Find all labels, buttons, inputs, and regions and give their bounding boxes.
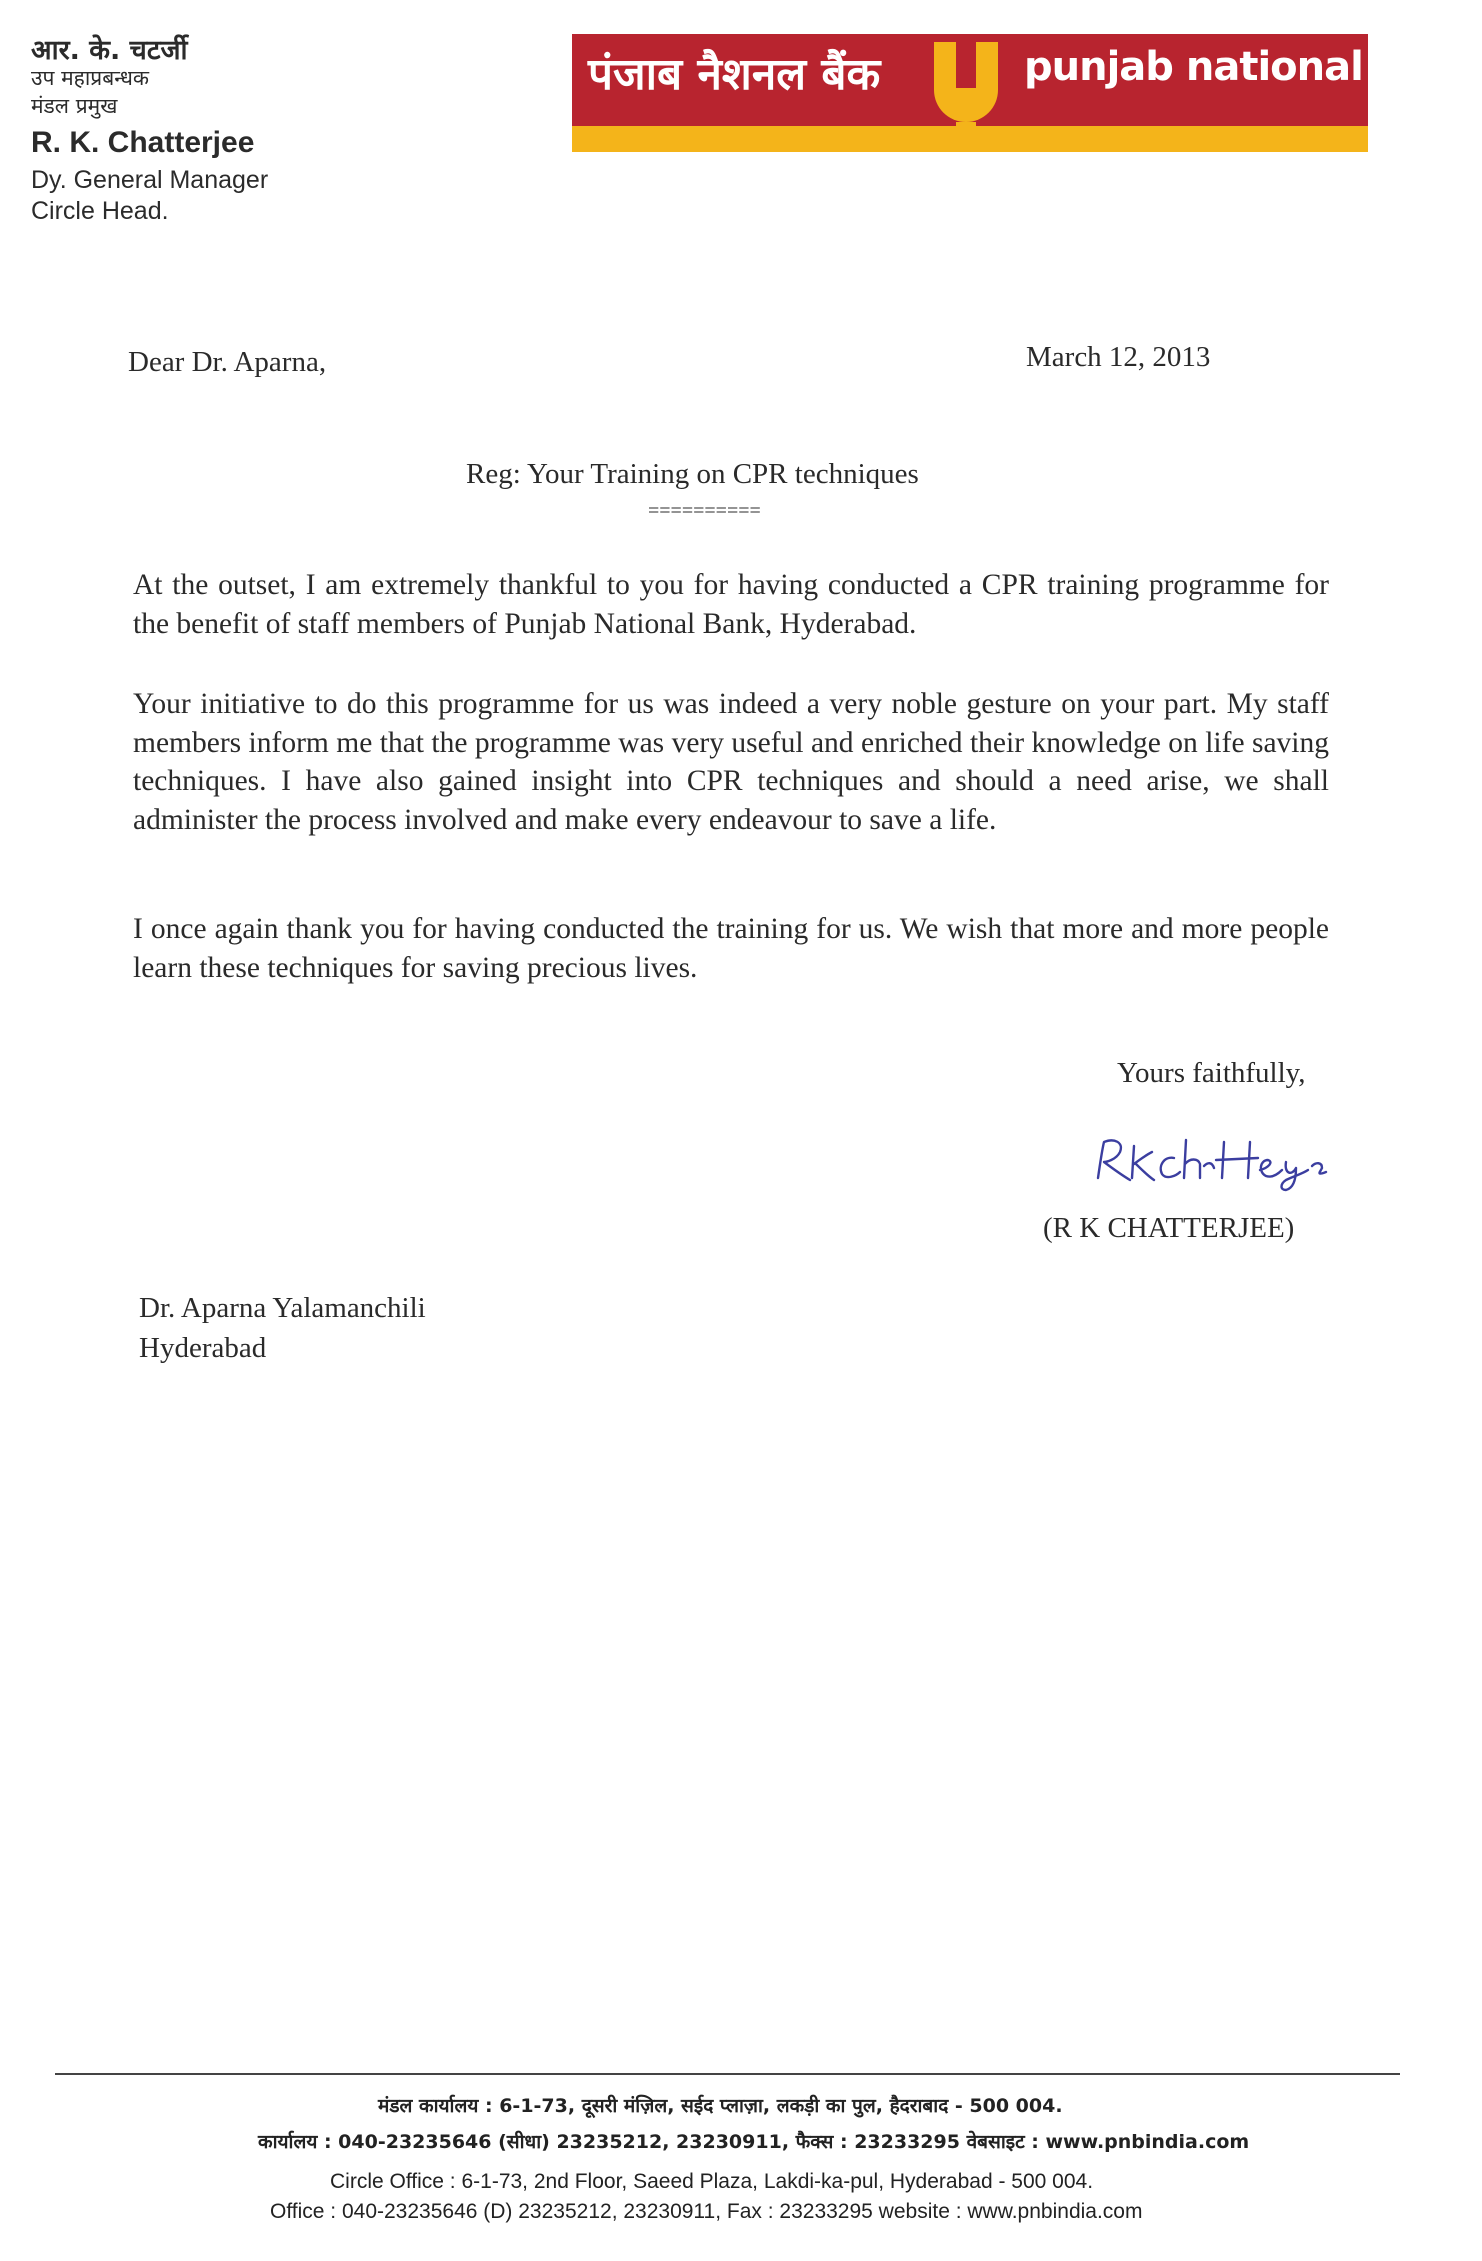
sender-designation-hindi: उप महाप्रबन्धक (31, 66, 150, 90)
sender-role-hindi: मंडल प्रमुख (31, 94, 118, 118)
sender-name: R. K. Chatterjee (31, 126, 255, 159)
subject-underline: ========== (648, 500, 761, 522)
body-paragraph-3: I once again thank you for having conducted the training for us. We wish that more and more people learn these techniques for saving precious lives. (133, 913, 1329, 984)
footer-address-english: Circle Office : 6-1-73, 2nd Floor, Saeed Plaza, Lakdi-ka-pul, Hyderabad - 500 004. (330, 2170, 1094, 2193)
bank-name-english: punjab national bank (1024, 44, 1482, 90)
footer-divider (55, 2073, 1400, 2075)
sender-name-hindi: आर. के. चटर्जी (31, 35, 188, 66)
letter-date: March 12, 2013 (1026, 341, 1211, 373)
sender-designation: Dy. General Manager (31, 166, 269, 194)
footer-address-hindi: मंडल कार्यालय : 6-1-73, दूसरी मंज़िल, सईद प्लाज़ा, लकड़ी का पुल, हैदराबाद - 500 004. (378, 2095, 1063, 2117)
pnb-logo-icon (928, 38, 1004, 138)
salutation: Dear Dr. Aparna, (128, 346, 327, 378)
body-paragraph-2: Your initiative to do this programme for us was indeed a very noble gesture on your part. My staff members inform me that the programme was very useful and enriched their knowledge on life saving techniques. I have also gained insight into CPR techniques and should a need arise, we shall administer the process involved and make every endeavour to save a life. (133, 688, 1329, 836)
body-paragraph-1: At the outset, I am extremely thankful to you for having conducted a CPR training programme for the benefit of staff members of Punjab National Bank, Hyderabad. (133, 569, 1329, 640)
signature (1090, 1132, 1340, 1194)
bank-name-hindi: पंजाब नैशनल बैंक (588, 49, 881, 100)
addressee-name: Dr. Aparna Yalamanchili (139, 1292, 426, 1324)
letter-subject: Reg: Your Training on CPR techniques (466, 458, 919, 490)
addressee-city: Hyderabad (139, 1332, 267, 1364)
footer-office-english: Office : 040-23235646 (D) 23235212, 23230911, Fax : 23233295 website : www.pnbindia.com (270, 2200, 1143, 2223)
closing: Yours faithfully, (1117, 1057, 1306, 1089)
sender-role: Circle Head. (31, 197, 169, 225)
footer-office-hindi: कार्यालय : 040-23235646 (सीधा) 23235212, 23230911, फैक्स : 23233295 वेबसाइट : www.pnbindia.com (258, 2131, 1250, 2153)
signatory-name: (R K CHATTERJEE) (1043, 1212, 1295, 1244)
